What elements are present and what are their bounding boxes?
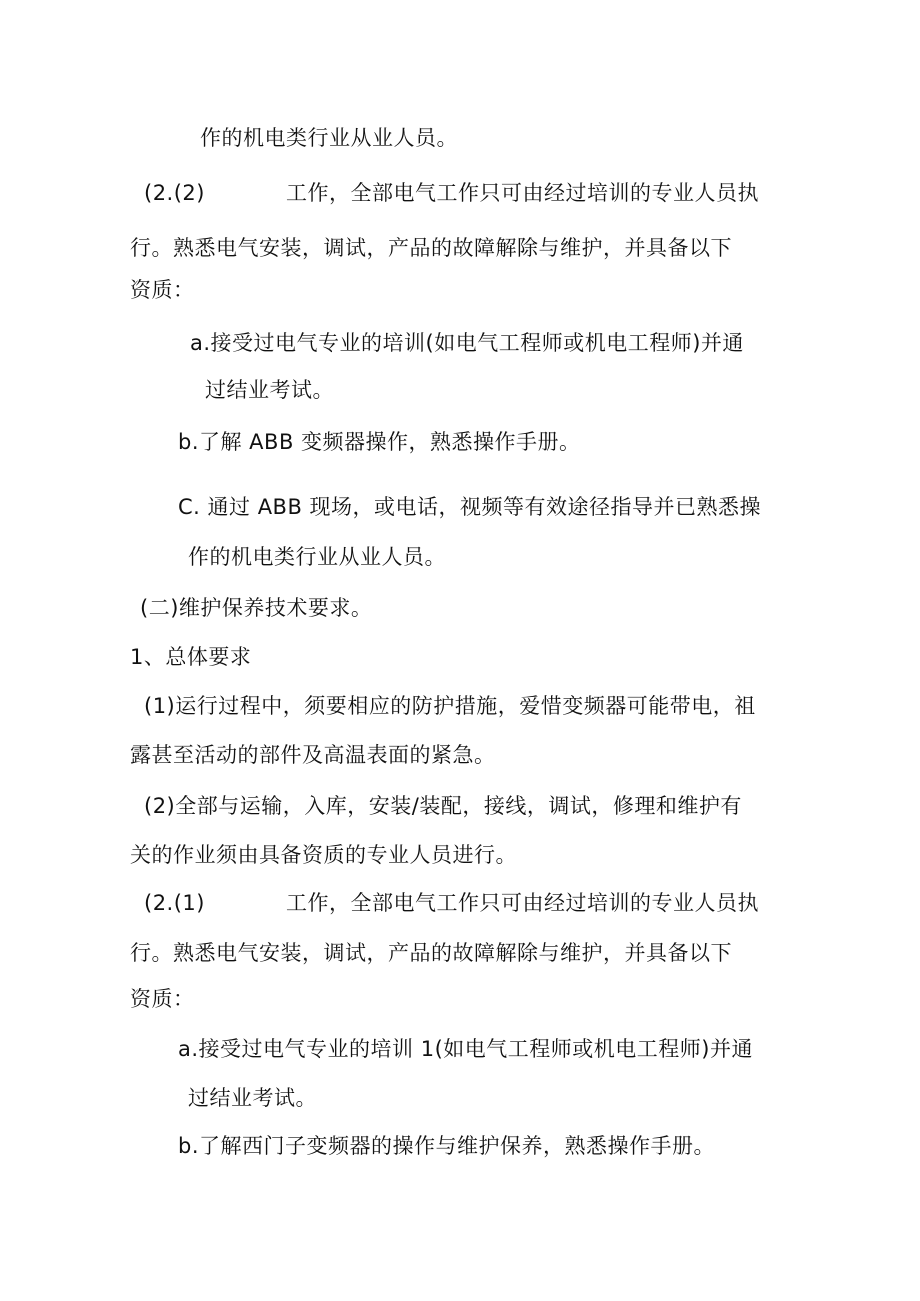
paragraph-line: (1)运行过程中，须要相应的防护措施，爱惜变频器可能带电，祖 bbox=[144, 694, 756, 718]
list-item-a: a.接受过电气专业的培训 1(如电气工程师或机电工程师)并通 bbox=[178, 1037, 753, 1061]
paragraph-line: 露甚至活动的部件及高温表面的紧急。 bbox=[130, 743, 496, 767]
subsection-heading: 1、总体要求 bbox=[130, 645, 252, 669]
paragraph-line: 资质： bbox=[130, 278, 195, 302]
list-item-a-continued: 过结业考试。 bbox=[205, 378, 334, 402]
paragraph-line: 工作，全部电气工作只可由经过培训的专业人员执 bbox=[286, 891, 759, 915]
list-item-c-continued: 作的机电类行业从业人员。 bbox=[188, 545, 446, 569]
paragraph-line: 工作，全部电气工作只可由经过培训的专业人员执 bbox=[286, 181, 759, 205]
list-item-c: C. 通过 ABB 现场，或电话，视频等有效途径指导并已熟悉操 bbox=[178, 495, 762, 519]
section-heading: (二)维护保养技术要求。 bbox=[140, 596, 373, 620]
item-number: (2.(1) bbox=[144, 891, 205, 915]
list-item-b: b.了解西门子变频器的操作与维护保养，熟悉操作手册。 bbox=[178, 1134, 716, 1158]
paragraph-line: 资质： bbox=[130, 987, 195, 1011]
paragraph-line: 行。熟悉电气安装，调试，产品的故障解除与维护，并具备以下 bbox=[130, 236, 732, 260]
list-item-a-continued: 过结业考试。 bbox=[188, 1086, 317, 1110]
list-item-b: b.了解 ABB 变频器操作，熟悉操作手册。 bbox=[178, 430, 581, 454]
paragraph-line: 行。熟悉电气安装，调试，产品的故障解除与维护，并具备以下 bbox=[130, 941, 732, 965]
paragraph-line: 作的机电类行业从业人员。 bbox=[200, 126, 458, 150]
list-item-a: a.接受过电气专业的培训(如电气工程师或机电工程师)并通 bbox=[190, 331, 744, 355]
paragraph-line: 关的作业须由具备资质的专业人员进行。 bbox=[130, 843, 517, 867]
paragraph-line: (2)全部与运输，入库，安装/装配，接线，调试，修理和维护有 bbox=[144, 794, 742, 818]
item-number: (2.(2) bbox=[144, 181, 205, 205]
